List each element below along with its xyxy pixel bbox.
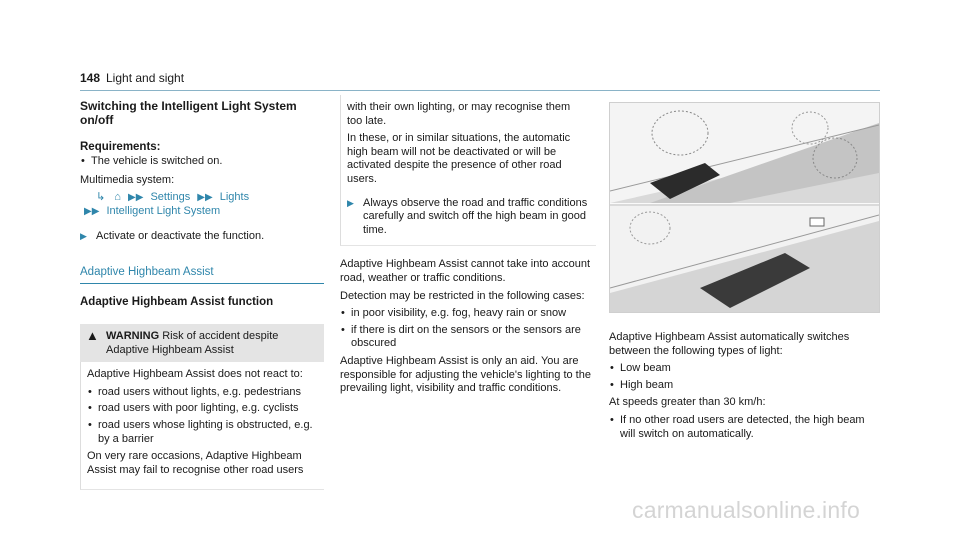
path-settings: Settings	[150, 190, 191, 203]
chevron-right-icon: ▶▶	[197, 191, 213, 203]
list-item: • if there is dirt on the sensors or the sensors are obscured	[340, 324, 596, 351]
chevron-right-icon: ▶▶	[128, 191, 144, 203]
warning-header	[80, 324, 324, 362]
warning-label: WARNING	[106, 329, 160, 342]
list-item: • road users without lights, e.g. pedestrians	[87, 386, 316, 400]
multimedia-label: Multimedia system:	[80, 174, 175, 187]
paragraph: Adaptive Highbeam Assist is only an aid. You are responsible for adjusting the vehicle's lighting to the prevailing light, visibility and traffic conditions.	[340, 354, 591, 395]
path-ils: Intelligent Light System	[106, 204, 221, 217]
ils-heading: Switching the Intelligent Light System on/off	[80, 99, 297, 127]
column-3	[609, 100, 880, 444]
paragraph: Adaptive Highbeam Assist cannot take into account road, weather or traffic conditions.	[340, 258, 591, 284]
menu-path-cont	[80, 205, 324, 219]
subsection-heading: Adaptive Highbeam Assist	[80, 266, 324, 285]
watermark: carmanualsonline.info	[632, 497, 860, 523]
function-heading: Adaptive Highbeam Assist function	[80, 296, 274, 309]
illustration-top-panel	[610, 103, 879, 203]
paragraph: At speeds greater than 30 km/h:	[609, 396, 766, 409]
column-2	[340, 100, 596, 400]
requirements-label: Requirements:	[80, 141, 161, 154]
warning-body	[80, 362, 324, 490]
warning-box	[80, 324, 324, 490]
action-step: ▶ Activate or deactivate the function.	[80, 230, 324, 244]
home-icon: ⌂	[114, 190, 121, 203]
highbeam-illustration	[609, 102, 880, 313]
column-1	[80, 100, 324, 490]
chevron-right-icon: ▶▶	[84, 205, 100, 217]
illustration-bottom-panel	[610, 205, 879, 312]
warning-continuation	[340, 95, 596, 246]
menu-path	[80, 191, 324, 205]
action-step: ▶ Always observe the road and traffic conditions carefully and switch off the high beam in good time.	[347, 197, 588, 238]
warning-intro: Adaptive Highbeam Assist does not react to:	[87, 368, 303, 381]
page-header	[80, 72, 880, 91]
list-item: • road users whose lighting is obstructed, e.g. by a barrier	[87, 419, 316, 446]
list-item: • in poor visibility, e.g. fog, heavy rain or snow	[340, 307, 596, 321]
list-item: • Low beam	[609, 362, 880, 376]
warning-text: Risk of accident despite Adaptive Highbeam Assist	[106, 329, 279, 356]
warning-cont-2: In these, or in similar situations, the automatic high beam will not be deactivated or will be activated despite the presence of other road users.	[347, 132, 571, 185]
requirement-item: • The vehicle is switched on.	[80, 155, 324, 169]
path-corner-arrow-icon: ↳	[96, 190, 106, 203]
section-title: Light and sight	[106, 71, 185, 85]
warning-rare: On very rare occasions, Adaptive Highbeam Assist may fail to recognise other road users	[87, 450, 304, 476]
paragraph: Adaptive Highbeam Assist automatically switches between the following types of light:	[609, 331, 850, 357]
list-item: • If no other road users are detected, the high beam will switch on automatically.	[609, 414, 880, 441]
warning-triangle-icon: ▲	[86, 327, 99, 343]
list-item: • road users with poor lighting, e.g. cyclists	[87, 402, 316, 416]
warning-cont-1: with their own lighting, or may recognise them too late.	[347, 101, 571, 127]
paragraph: Detection may be restricted in the following cases:	[340, 289, 585, 302]
list-item: • High beam	[609, 379, 880, 393]
page-number: 148	[80, 71, 101, 85]
path-lights: Lights	[219, 190, 250, 203]
